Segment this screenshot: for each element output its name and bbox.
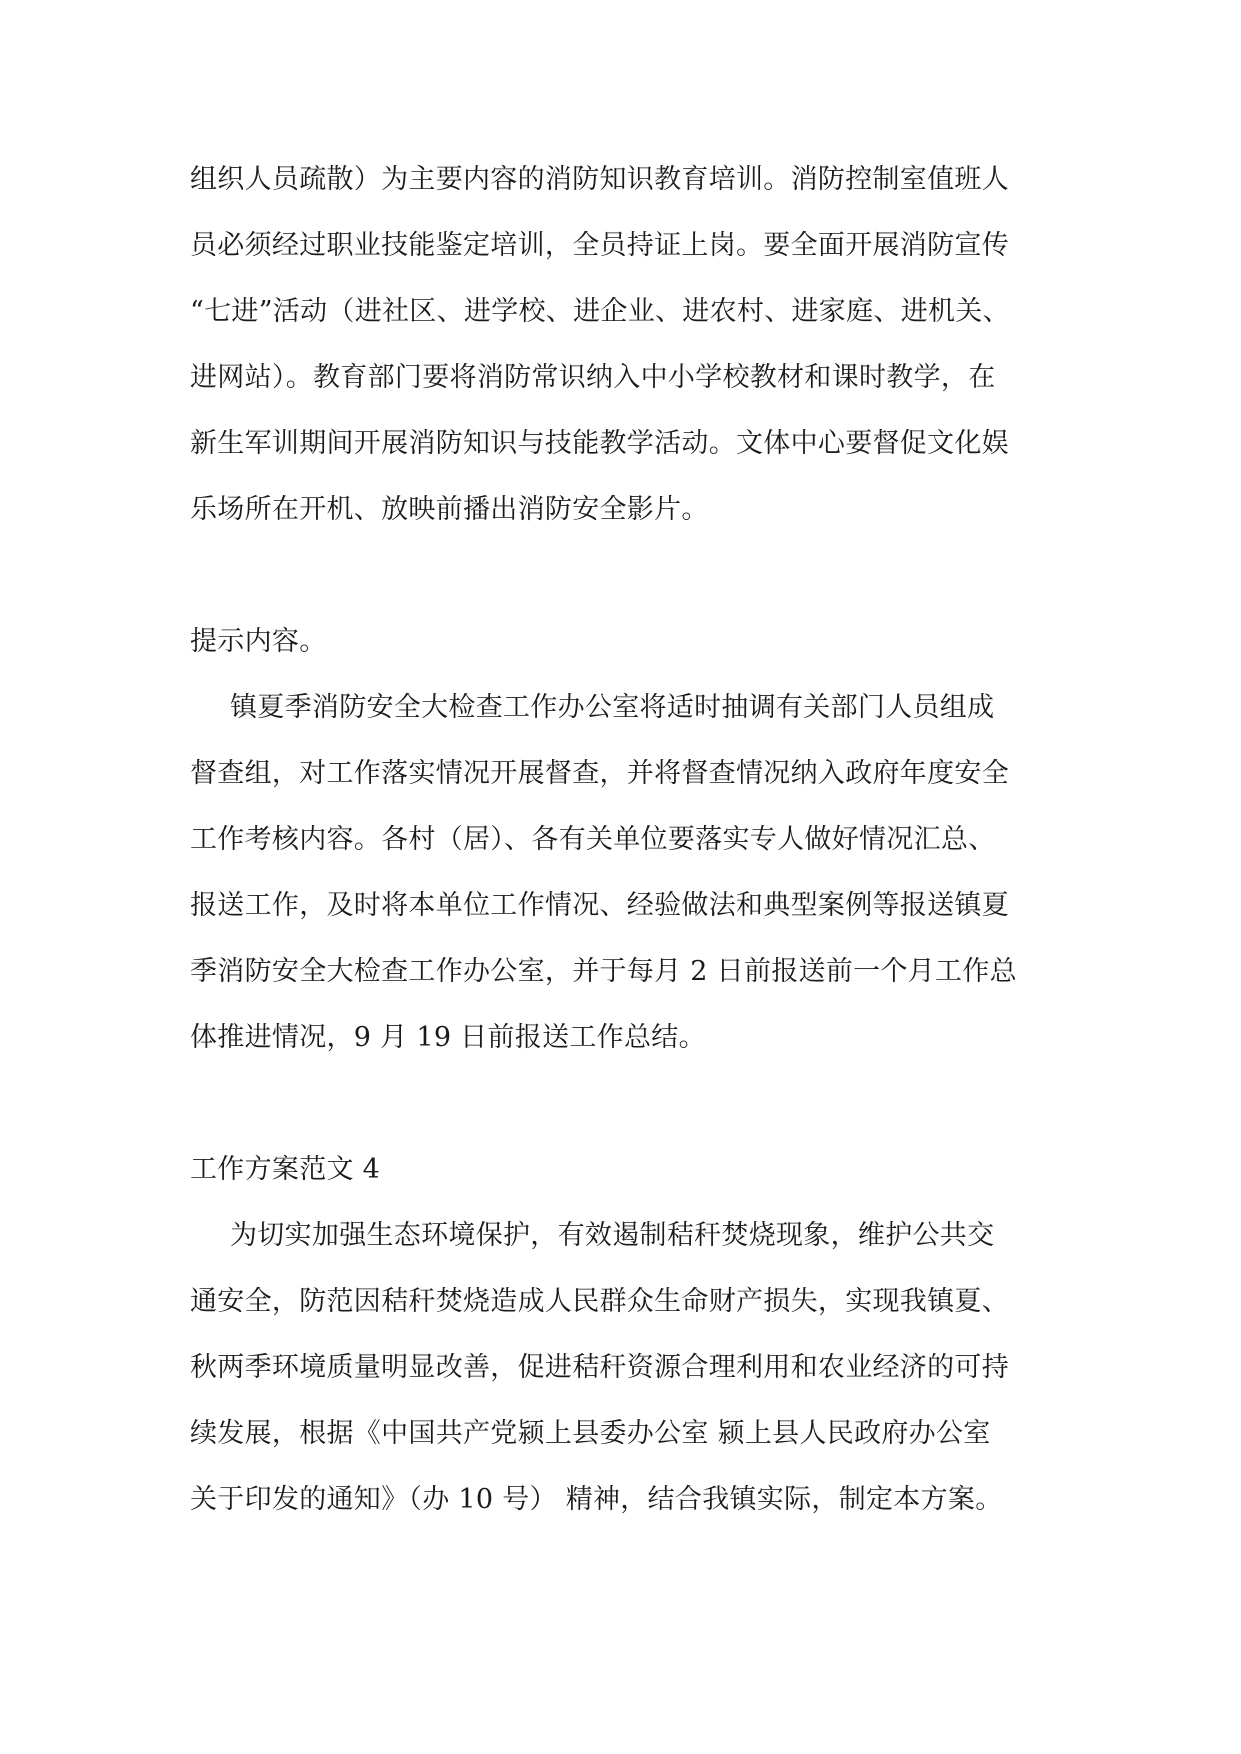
paragraph-line: 进网站）。教育部门要将消防常识纳入中小学校教材和课时教学，在 xyxy=(190,362,996,393)
paragraph-line: 为切实加强生态环境保护，有效遏制秸秆焚烧现象，维护公共交 xyxy=(230,1220,995,1251)
paragraph-line: 秋两季环境质量明显改善，促进秸秆资源合理利用和农业经济的可持 xyxy=(190,1352,1009,1383)
paragraph-line: 员必须经过职业技能鉴定培训，全员持证上岗。要全面开展消防宣传 xyxy=(190,230,1009,261)
paragraph-line: 通安全，防范因秸秆焚烧造成人民群众生命财产损失，实现我镇夏、 xyxy=(190,1286,1009,1317)
paragraph-line: 乐场所在开机、放映前播出消防安全影片。 xyxy=(190,494,709,525)
paragraph-line: 镇夏季消防安全大检查工作办公室将适时抽调有关部门人员组成 xyxy=(230,692,995,723)
paragraph-line: 报送工作，及时将本单位工作情况、经验做法和典型案例等报送镇夏 xyxy=(190,890,1009,921)
paragraph-line: 季消防安全大检查工作办公室，并于每月 2 日前报送前一个月工作总 xyxy=(190,956,1017,987)
section-heading: 提示内容。 xyxy=(190,626,327,657)
paragraph-line: “七进”活动（进社区、进学校、进企业、进农村、进家庭、进机关、 xyxy=(190,296,1010,327)
paragraph-line: 续发展，根据《中国共产党颍上县委办公室 颍上县人民政府办公室 xyxy=(190,1418,991,1449)
paragraph-line: 工作考核内容。各村（居）、各有关单位要落实专人做好情况汇总、 xyxy=(190,824,996,855)
paragraph-line: 组织人员疏散）为主要内容的消防知识教育培训。消防控制室值班人 xyxy=(190,164,1009,195)
paragraph-line: 新生军训期间开展消防知识与技能教学活动。文体中心要督促文化娱 xyxy=(190,428,1009,459)
section-heading: 工作方案范文 4 xyxy=(190,1154,381,1185)
paragraph-line: 督查组，对工作落实情况开展督查，并将督查情况纳入政府年度安全 xyxy=(190,758,1009,789)
paragraph-line: 关于印发的通知》（办 10 号） 精神，结合我镇实际，制定本方案。 xyxy=(190,1484,1003,1515)
paragraph-line: 体推进情况，9 月 19 日前报送工作总结。 xyxy=(190,1022,706,1053)
